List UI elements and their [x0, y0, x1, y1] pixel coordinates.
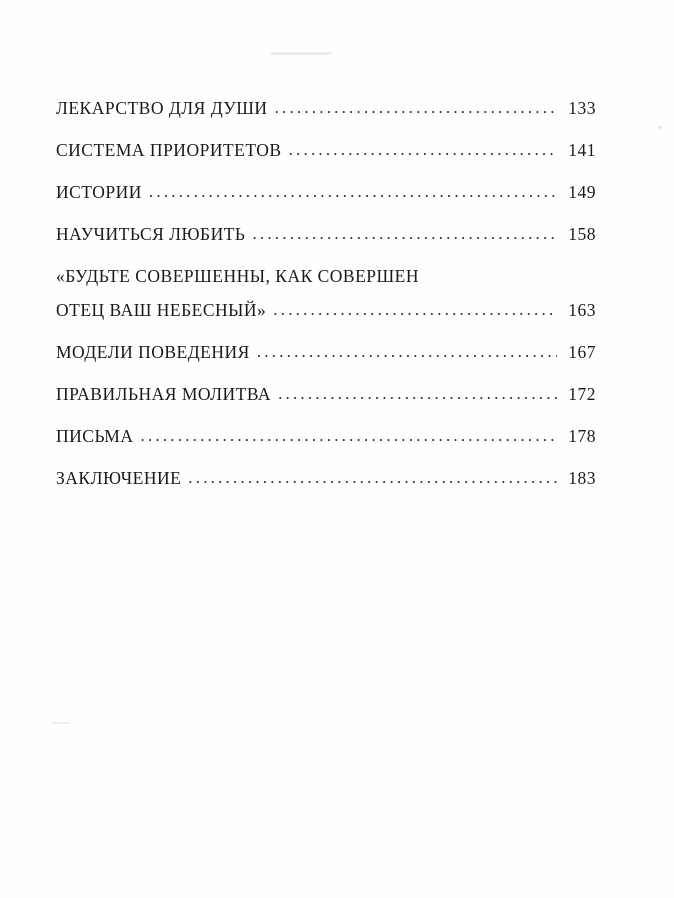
toc-entry-page: 178: [568, 426, 596, 446]
table-of-contents: [56, 98, 596, 510]
toc-entry-second-row: [56, 300, 596, 322]
toc-entry: [56, 140, 596, 162]
toc-leader-dots: [141, 425, 558, 446]
toc-entry-page: 149: [568, 181, 596, 202]
toc-entry-title-line1: «БУДЬТЕ СОВЕРШЕННЫ, КАК СОВЕРШЕН: [56, 265, 420, 286]
toc-leader-dots: [188, 467, 557, 488]
toc-entry-title: НАУЧИТЬСЯ ЛЮБИТЬ: [56, 223, 246, 244]
toc-entry-title: МОДЕЛИ ПОВЕДЕНИЯ: [56, 342, 250, 363]
toc-leader-dots: [149, 181, 557, 202]
toc-leader-dots: [278, 383, 557, 404]
toc-entry: [56, 468, 596, 490]
toc-entry: [56, 266, 596, 323]
toc-entry-title: СИСТЕМА ПРИОРИТЕТОВ: [56, 139, 282, 160]
toc-entry-page: 172: [568, 384, 596, 405]
toc-leader-dots: [257, 341, 557, 362]
scan-artifact-right: [658, 126, 661, 129]
toc-entry: [56, 426, 596, 448]
toc-leader-dots: [252, 223, 557, 244]
toc-entry: [56, 384, 596, 406]
toc-entry-title-line2: ОТЕЦ ВАШ НЕБЕСНЫЙ»: [56, 300, 267, 321]
toc-entry-title: ЗАКЛЮЧЕНИЕ: [56, 467, 182, 488]
toc-leader-dots: [273, 299, 557, 320]
toc-entry-page: 163: [568, 300, 596, 321]
toc-entry: [56, 182, 596, 204]
toc-entry-page: 158: [568, 223, 596, 244]
toc-entry-title: ИСТОРИИ: [56, 181, 142, 202]
toc-leader-dots: [289, 139, 557, 160]
toc-entry: [56, 224, 596, 246]
toc-leader-dots: [275, 97, 557, 118]
toc-entry-page: 141: [568, 139, 596, 160]
toc-entry-title: ЛЕКАРСТВО ДЛЯ ДУШИ: [56, 98, 268, 118]
toc-entry-page: 133: [568, 98, 596, 118]
scan-artifact-left: [52, 722, 70, 724]
toc-entry-page: 183: [568, 467, 596, 488]
toc-entry-title: ПИСЬМА: [56, 426, 134, 446]
toc-entry-page: 167: [568, 342, 596, 363]
toc-entry: [56, 98, 596, 120]
toc-entry: [56, 342, 596, 364]
scan-artifact-top: [270, 52, 332, 55]
toc-entry-title: ПРАВИЛЬНАЯ МОЛИТВА: [56, 384, 272, 405]
